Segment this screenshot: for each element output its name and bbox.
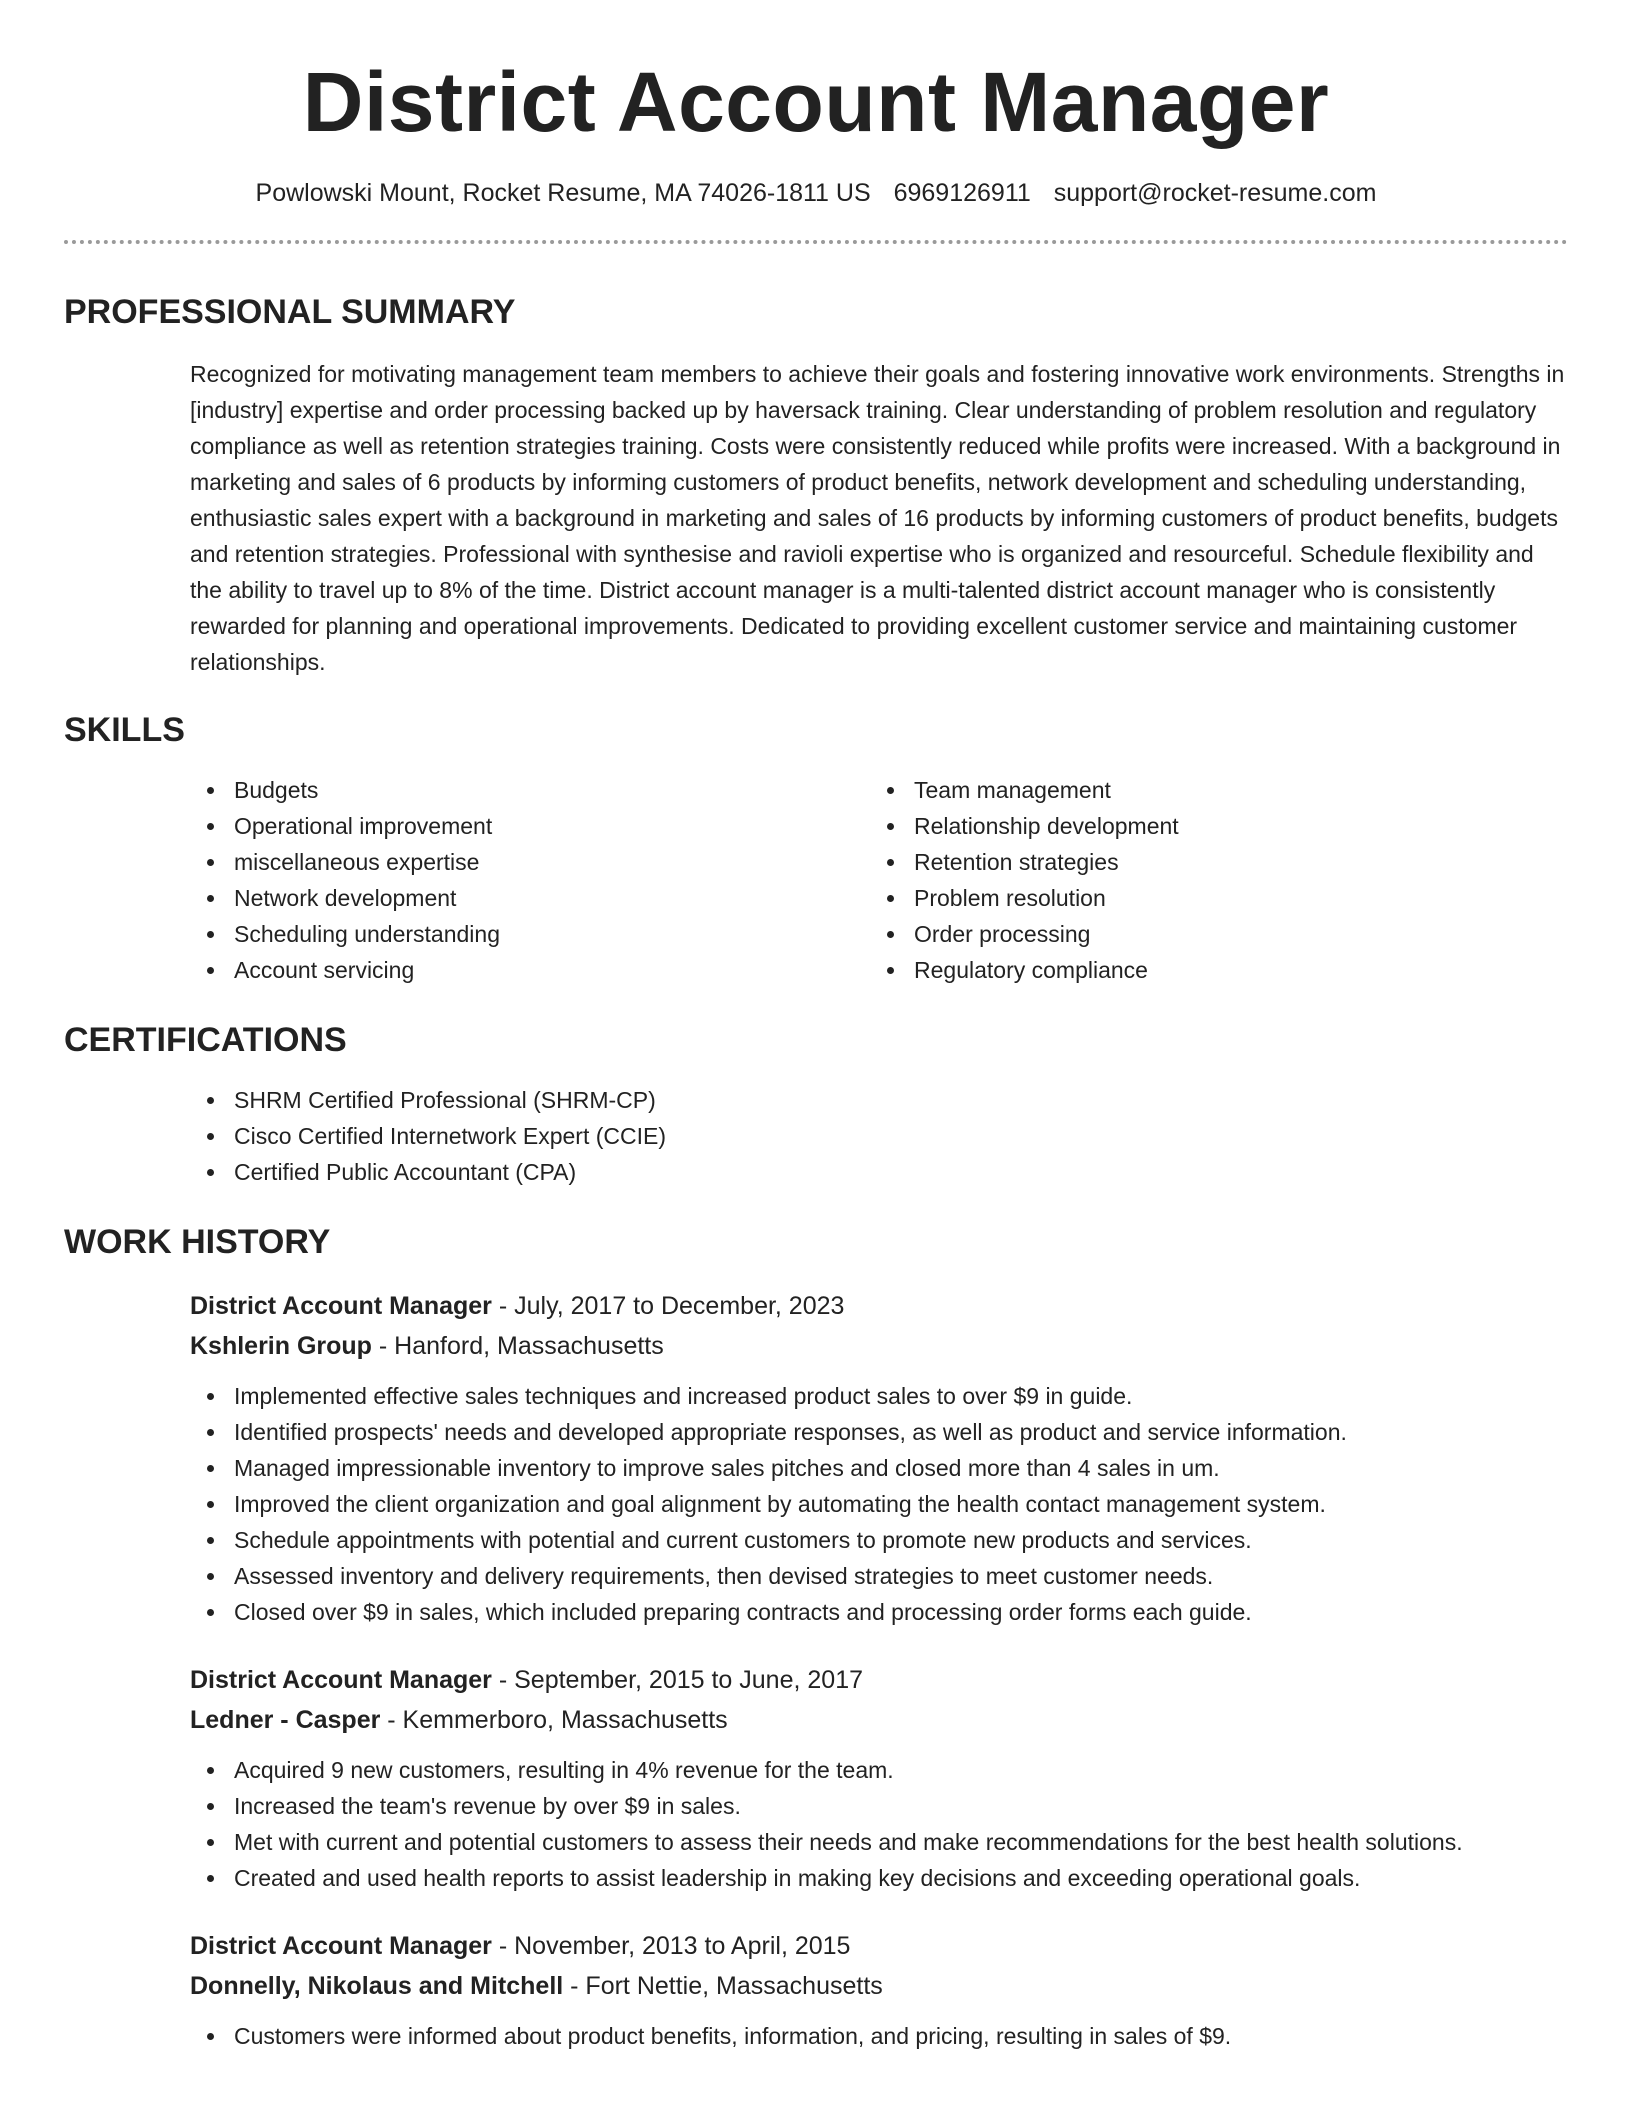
- job-entry: [190, 1660, 1568, 1896]
- job-bullet: Schedule appointments with potential and current customers to promote new products and services.: [190, 1522, 1568, 1558]
- skills-column-left: [190, 772, 870, 988]
- contact-address: Powlowski Mount, Rocket Resume, MA 74026-1811 US: [255, 179, 871, 207]
- job-bullet: Improved the client organization and goal alignment by automating the health contact management system.: [190, 1486, 1568, 1522]
- job-role: District Account Manager: [190, 1292, 492, 1320]
- certification-item: Certified Public Accountant (CPA): [190, 1154, 1568, 1190]
- contact-line: [64, 176, 1568, 210]
- job-company: Kshlerin Group: [190, 1332, 372, 1360]
- contact-phone: 6969126911: [893, 179, 1031, 207]
- job-company: Ledner - Casper: [190, 1706, 381, 1734]
- job-bullet: Identified prospects' needs and developed appropriate responses, as well as product and service information.: [190, 1414, 1568, 1450]
- skill-item: Regulatory compliance: [870, 952, 1550, 988]
- job-bullet: Acquired 9 new customers, resulting in 4% revenue for the team.: [190, 1752, 1568, 1788]
- job-dates: - July, 2017 to December, 2023: [491, 1292, 845, 1320]
- job-entry: [190, 1286, 1568, 1630]
- job-bullet: Customers were informed about product benefits, information, and pricing, resulting in sales of $9.: [190, 2018, 1568, 2054]
- job-location: - Hanford, Massachusetts: [371, 1332, 664, 1360]
- resume-page: [64, 0, 1568, 2054]
- job-role-line: [190, 1286, 1568, 1326]
- skill-item: Retention strategies: [870, 844, 1550, 880]
- skill-item: Budgets: [190, 772, 870, 808]
- skills-column-right: [870, 772, 1550, 988]
- job-bullet: Managed impressionable inventory to improve sales pitches and closed more than 4 sales in um.: [190, 1450, 1568, 1486]
- job-bullet: Increased the team's revenue by over $9 in sales.: [190, 1788, 1568, 1824]
- skill-item: Account servicing: [190, 952, 870, 988]
- job-location: - Fort Nettie, Massachusetts: [563, 1972, 883, 2000]
- job-role: District Account Manager: [190, 1666, 492, 1694]
- skill-item: Network development: [190, 880, 870, 916]
- job-role-line: [190, 1660, 1568, 1700]
- job-bullet: Met with current and potential customers to assess their needs and make recommendations for the best health solutions.: [190, 1824, 1568, 1860]
- job-bullet: Closed over $9 in sales, which included preparing contracts and processing order forms each guide.: [190, 1594, 1568, 1630]
- skill-item: Team management: [870, 772, 1550, 808]
- section-title-summary: PROFESSIONAL SUMMARY: [64, 293, 516, 331]
- skill-item: Relationship development: [870, 808, 1550, 844]
- skills-list: [190, 772, 1568, 988]
- job-bullet: Assessed inventory and delivery requirements, then devised strategies to meet customer needs.: [190, 1558, 1568, 1594]
- job-role: District Account Manager: [190, 1932, 492, 1960]
- skill-item: Order processing: [870, 916, 1550, 952]
- contact-email: support@rocket-resume.com: [1053, 179, 1377, 207]
- job-bullets: [190, 1378, 1568, 1630]
- certification-item: Cisco Certified Internetwork Expert (CCIE): [190, 1118, 1568, 1154]
- job-company-line: [190, 1700, 1568, 1740]
- job-company-line: [190, 1326, 1568, 1366]
- skill-item: miscellaneous expertise: [190, 844, 870, 880]
- certification-item: SHRM Certified Professional (SHRM-CP): [190, 1082, 1568, 1118]
- section-title-work-history: WORK HISTORY: [64, 1223, 331, 1261]
- job-location: - Kemmerboro, Massachusetts: [380, 1706, 728, 1734]
- job-bullet: Created and used health reports to assist leadership in making key decisions and exceeding operational goals.: [190, 1860, 1568, 1896]
- job-entry: [190, 1926, 1568, 2054]
- job-dates: - September, 2015 to June, 2017: [491, 1666, 863, 1694]
- job-company: Donnelly, Nikolaus and Mitchell: [190, 1972, 564, 2000]
- skill-item: Operational improvement: [190, 808, 870, 844]
- job-role-line: [190, 1926, 1568, 1966]
- section-title-skills: SKILLS: [64, 711, 185, 749]
- skill-item: Problem resolution: [870, 880, 1550, 916]
- candidate-name: District Account Manager: [302, 55, 1330, 149]
- job-bullets: [190, 1752, 1568, 1896]
- section-title-certifications: CERTIFICATIONS: [64, 1021, 347, 1059]
- job-dates: - November, 2013 to April, 2015: [491, 1932, 851, 1960]
- job-bullets: [190, 2018, 1568, 2054]
- summary-text: Recognized for motivating management team members to achieve their goals and fostering innovative work environments. Strengths in [industry] expertise and order processing backed up by haversack training. Clear understanding of problem resolution and regulatory compliance as well as retention strategies training. Costs were consistently reduced while profits were increased. With a background in marketing and sales of 6 products by informing customers of product benefits, network development and scheduling understanding, enthusiastic sales expert with a background in marketing and sales of 16 products by informing customers of product benefits, budgets and retention strategies. Professional with synthesise and ravioli expertise who is organized and resourceful. Schedule flexibility and the ability to travel up to 8% of the time. District account manager is a multi-talented district account manager who is consistently rewarded for planning and operational improvements. Dedicated to providing excellent customer service and maintaining customer relationships.: [190, 361, 1565, 675]
- skill-item: Scheduling understanding: [190, 916, 870, 952]
- header-divider: [64, 240, 1568, 244]
- job-bullet: Implemented effective sales techniques and increased product sales to over $9 in guide.: [190, 1378, 1568, 1414]
- job-company-line: [190, 1966, 1568, 2006]
- certifications-list: [190, 1082, 1568, 1190]
